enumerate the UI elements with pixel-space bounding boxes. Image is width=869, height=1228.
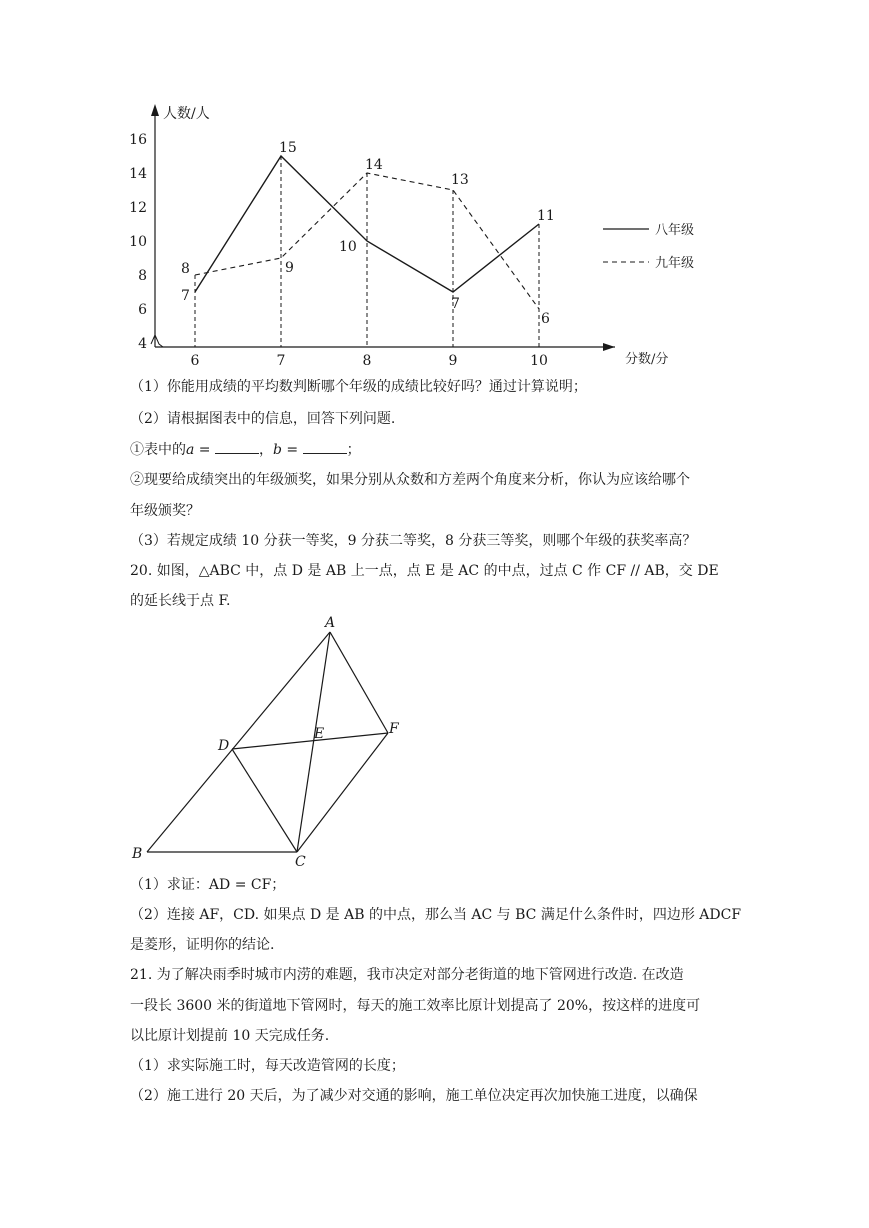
q19-part2b-line2: 年级颁奖？	[130, 503, 200, 519]
label-B: B	[132, 846, 143, 862]
label-D: D	[218, 738, 230, 754]
data-label-grade9: 8	[181, 261, 190, 277]
equals-a: =	[194, 442, 215, 458]
q20-stem-line2: 的延长线于点 F.	[130, 593, 231, 609]
legend-grade8-label: 八年级	[655, 223, 695, 238]
data-label-grade8: 7	[181, 288, 190, 304]
legend-grade9-label: 九年级	[655, 256, 695, 271]
y-tick-label: 14	[129, 166, 147, 182]
q19-part2: （2）请根据图表中的信息，回答下列问题.	[130, 411, 396, 427]
y-tick-label: 8	[138, 268, 147, 284]
q19-part2a	[130, 439, 361, 459]
separator: ，	[259, 442, 273, 458]
chart-plot-area	[129, 104, 694, 369]
y-tick-label: 12	[129, 200, 147, 216]
label-E: E	[314, 726, 325, 742]
label-C: C	[295, 854, 306, 870]
q20-stem-line1: 20. 如图，△ABC 中，点 D 是 AB 上一点，点 E 是 AC 的中点，过点 C 作 CF // AB，交 DE	[130, 563, 719, 579]
q20-part1: （1）求证：AD = CF；	[130, 877, 286, 893]
segment-CF	[297, 733, 388, 852]
x-tick-label: 8	[362, 353, 372, 369]
data-label-grade8: 11	[537, 208, 555, 224]
blank-a[interactable]	[215, 439, 259, 454]
x-tick-label: 6	[190, 353, 200, 369]
data-label-grade9: 9	[285, 260, 294, 276]
x-tick-label: 9	[448, 353, 458, 369]
data-label-grade8: 10	[339, 239, 357, 255]
label-A: A	[325, 615, 336, 631]
q19-part3: （3）若规定成绩 10 分获一等奖，9 分获二等奖，8 分获三等奖，则哪个年级的获奖率高？	[130, 533, 697, 549]
x-tick-label: 10	[530, 353, 548, 369]
data-label-grade8: 7	[451, 296, 460, 312]
q21-stem-line3: 以比原计划提前 10 天完成任务.	[130, 1028, 330, 1044]
end-mark: ；	[346, 442, 361, 458]
var-a: a	[186, 442, 195, 458]
score-line-chart	[125, 96, 705, 374]
y-tick-label: 16	[129, 132, 147, 148]
segment-AF	[330, 632, 388, 733]
q19-part2a-prefix: ①表中的	[130, 442, 186, 458]
x-axis-arrow	[603, 343, 615, 351]
label-F: F	[389, 721, 399, 737]
y-tick-label: 10	[129, 234, 147, 250]
segment-DF	[232, 733, 388, 749]
q21-stem-line2: 一段长 3600 米的街道地下管网时，每天的施工效率比原计划提高了 20%，按这样的进度可	[130, 998, 701, 1014]
x-tick-label: 7	[276, 353, 286, 369]
q19-part1: （1）你能用成绩的平均数判断哪个年级的成绩比较好吗？通过计算说明；	[130, 379, 587, 395]
equals-b: =	[281, 442, 303, 458]
axis-break	[151, 335, 163, 347]
segment-DC	[232, 749, 297, 852]
q20-part2-line1: （2）连接 AF，CD. 如果点 D 是 AB 的中点，那么当 AC 与 BC 满足什么条件时，四边形 ADCF	[130, 907, 742, 923]
data-label-grade9: 13	[451, 172, 469, 188]
data-label-grade9: 6	[541, 311, 550, 327]
y-axis-title: 人数/人	[163, 106, 210, 122]
x-axis-title: 分数/分	[625, 352, 669, 367]
y-axis-arrow	[151, 104, 159, 116]
y-tick-label: 4	[138, 336, 147, 352]
q21-stem-line1: 21. 为了解决雨季时城市内涝的难题，我市决定对部分老街道的地下管网进行改造. 在改造	[130, 967, 684, 983]
blank-b[interactable]	[303, 439, 347, 454]
data-label-grade9: 14	[365, 157, 383, 173]
q21-part1: （1）求实际施工时，每天改造管网的长度；	[130, 1058, 405, 1074]
data-label-grade8: 15	[279, 140, 297, 156]
var-b: b	[273, 442, 282, 458]
y-tick-label: 6	[138, 302, 147, 318]
q21-part2: （2）施工进行 20 天后，为了减少对交通的影响，施工单位决定再次加快施工进度，以确保	[130, 1088, 698, 1104]
triangle-figure	[125, 612, 425, 870]
q20-part2-line2: 是菱形，证明你的结论.	[130, 937, 275, 953]
q19-part2b-line1: ②现要给成绩突出的年级颁奖，如果分别从众数和方差两个角度来分析，你认为应该给哪个	[130, 472, 690, 488]
